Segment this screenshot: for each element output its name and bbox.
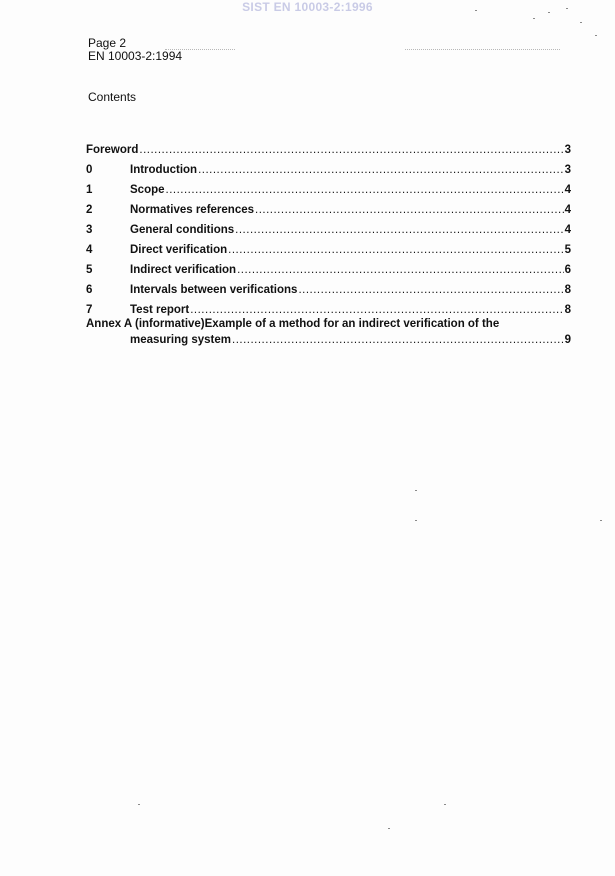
toc-title: Introduction xyxy=(130,164,198,176)
page-number: Page 2 xyxy=(88,36,127,50)
annex-title-line2-row xyxy=(86,332,571,346)
annex-title-line1: Annex A (informative)Example of a method for an indirect verification of the xyxy=(86,318,500,330)
toc-title: Scope xyxy=(130,184,165,196)
toc-leader xyxy=(255,204,564,216)
toc-title: Intervals between verifications xyxy=(130,284,298,296)
toc-leader xyxy=(190,304,563,316)
toc-page: 4 xyxy=(564,184,571,196)
toc-leader xyxy=(166,184,564,196)
toc-leader xyxy=(237,264,564,276)
toc-number: 6 xyxy=(86,284,93,296)
toc-title: Direct verification xyxy=(130,244,228,256)
toc-entry-scope[interactable] xyxy=(86,176,571,196)
toc-title: General conditions xyxy=(130,224,235,236)
toc-title: Normatives references xyxy=(130,204,255,216)
scan-speck xyxy=(388,828,390,829)
standard-id: EN 10003-2:1994 xyxy=(88,49,183,63)
toc-entry-normative-references[interactable] xyxy=(86,196,571,216)
scan-speck xyxy=(600,520,602,521)
toc-leader xyxy=(139,144,563,156)
scan-speck xyxy=(566,8,568,9)
toc-title: Indirect verification xyxy=(130,264,237,276)
toc-page: 4 xyxy=(564,204,571,216)
toc-number: 7 xyxy=(86,304,93,316)
toc-page: 6 xyxy=(564,264,571,276)
scan-speck xyxy=(415,490,417,491)
toc-entry-indirect-verification[interactable] xyxy=(86,256,571,276)
toc-leader xyxy=(298,284,563,296)
toc-entry-introduction[interactable] xyxy=(86,156,571,176)
toc-entry-direct-verification[interactable] xyxy=(86,236,571,256)
toc-page: 9 xyxy=(564,334,571,346)
scan-speck xyxy=(580,22,582,23)
toc-title: Test report xyxy=(130,304,190,316)
scan-speck xyxy=(415,520,417,521)
toc-page: 3 xyxy=(564,144,571,156)
toc-leader xyxy=(198,164,564,176)
toc-entry-test-report[interactable] xyxy=(86,296,571,316)
toc-leader xyxy=(232,334,564,346)
scan-speck xyxy=(533,18,535,19)
contents-heading: Contents xyxy=(88,90,137,104)
scan-speck xyxy=(548,12,550,13)
toc-entry-intervals[interactable] xyxy=(86,276,571,296)
annex-title-line2: measuring system xyxy=(130,334,231,346)
toc-number: 5 xyxy=(86,264,93,276)
toc-number: 1 xyxy=(86,184,93,196)
scan-artifact xyxy=(405,49,560,51)
scan-speck xyxy=(138,804,140,805)
toc-title: Foreword xyxy=(86,144,139,156)
table-of-contents xyxy=(86,136,571,346)
toc-page: 5 xyxy=(564,244,571,256)
watermark: SIST EN 10003-2:1996 xyxy=(242,0,373,14)
toc-page: 3 xyxy=(564,164,571,176)
toc-entry-general-conditions[interactable] xyxy=(86,216,571,236)
toc-page: 8 xyxy=(564,304,571,316)
toc-leader xyxy=(228,244,563,256)
toc-leader xyxy=(235,224,563,236)
toc-number: 4 xyxy=(86,244,93,256)
toc-entry-annex-a[interactable] xyxy=(86,318,571,346)
toc-number: 2 xyxy=(86,204,93,216)
scan-speck xyxy=(475,10,477,11)
scan-speck xyxy=(444,804,446,805)
toc-number: 3 xyxy=(86,224,93,236)
toc-number: 0 xyxy=(86,164,93,176)
toc-entry-foreword[interactable] xyxy=(86,136,571,156)
scan-speck xyxy=(595,35,597,36)
toc-page: 8 xyxy=(564,284,571,296)
toc-page: 4 xyxy=(564,224,571,236)
